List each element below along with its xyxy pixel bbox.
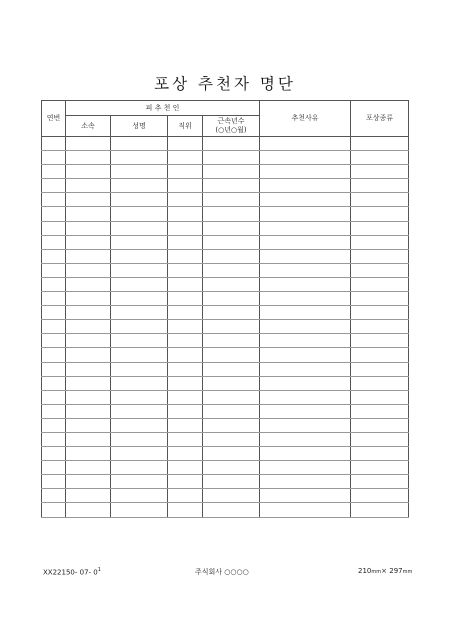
cell-dept[interactable] bbox=[66, 334, 111, 348]
cell-reason[interactable] bbox=[260, 306, 351, 320]
cell-name[interactable] bbox=[111, 221, 168, 235]
cell-service-years[interactable] bbox=[203, 193, 260, 207]
cell-dept[interactable] bbox=[66, 432, 111, 446]
cell-name[interactable] bbox=[111, 489, 168, 503]
cell-reason[interactable] bbox=[260, 221, 351, 235]
cell-no[interactable] bbox=[42, 207, 66, 221]
cell-position[interactable] bbox=[168, 207, 203, 221]
cell-dept[interactable] bbox=[66, 165, 111, 179]
cell-position[interactable] bbox=[168, 404, 203, 418]
table-row bbox=[42, 207, 409, 221]
cell-award-type[interactable] bbox=[351, 207, 409, 221]
cell-award-type[interactable] bbox=[351, 362, 409, 376]
table-row bbox=[42, 235, 409, 249]
table-row bbox=[42, 489, 409, 503]
cell-dept[interactable] bbox=[66, 179, 111, 193]
table-row bbox=[42, 151, 409, 165]
cell-reason[interactable] bbox=[260, 489, 351, 503]
cell-no[interactable] bbox=[42, 249, 66, 263]
cell-service-years[interactable] bbox=[203, 165, 260, 179]
cell-position[interactable] bbox=[168, 193, 203, 207]
cell-position[interactable] bbox=[168, 348, 203, 362]
cell-name[interactable] bbox=[111, 432, 168, 446]
cell-award-type[interactable] bbox=[351, 404, 409, 418]
cell-position[interactable] bbox=[168, 263, 203, 277]
cell-dept[interactable] bbox=[66, 137, 111, 151]
cell-dept[interactable] bbox=[66, 193, 111, 207]
cell-award-type[interactable] bbox=[351, 277, 409, 291]
cell-dept[interactable] bbox=[66, 390, 111, 404]
cell-name[interactable] bbox=[111, 179, 168, 193]
cell-position[interactable] bbox=[168, 503, 203, 517]
cell-reason[interactable] bbox=[260, 137, 351, 151]
table-row bbox=[42, 221, 409, 235]
cell-service-years[interactable] bbox=[203, 137, 260, 151]
cell-position[interactable] bbox=[168, 151, 203, 165]
cell-no[interactable] bbox=[42, 475, 66, 489]
cell-service-years[interactable] bbox=[203, 334, 260, 348]
cell-no[interactable] bbox=[42, 489, 66, 503]
cell-dept[interactable] bbox=[66, 461, 111, 475]
table-row bbox=[42, 432, 409, 446]
cell-name[interactable] bbox=[111, 320, 168, 334]
cell-position[interactable] bbox=[168, 461, 203, 475]
table-row bbox=[42, 418, 409, 432]
cell-no[interactable] bbox=[42, 447, 66, 461]
cell-name[interactable] bbox=[111, 137, 168, 151]
cell-service-years[interactable] bbox=[203, 151, 260, 165]
cell-award-type[interactable] bbox=[351, 151, 409, 165]
paper-unit-2: mm bbox=[402, 569, 413, 575]
cell-service-years[interactable] bbox=[203, 489, 260, 503]
page-title: 포상 추천자 명단 bbox=[154, 75, 296, 93]
cell-no[interactable] bbox=[42, 292, 66, 306]
cell-name[interactable] bbox=[111, 475, 168, 489]
cell-name[interactable] bbox=[111, 235, 168, 249]
cell-reason[interactable] bbox=[260, 376, 351, 390]
cell-position[interactable] bbox=[168, 277, 203, 291]
cell-service-years[interactable] bbox=[203, 348, 260, 362]
cell-position[interactable] bbox=[168, 292, 203, 306]
cell-position[interactable] bbox=[168, 334, 203, 348]
cell-no[interactable] bbox=[42, 165, 66, 179]
cell-award-type[interactable] bbox=[351, 461, 409, 475]
cell-award-type[interactable] bbox=[351, 334, 409, 348]
cell-reason[interactable] bbox=[260, 390, 351, 404]
cell-position[interactable] bbox=[168, 165, 203, 179]
cell-service-years[interactable] bbox=[203, 179, 260, 193]
cell-name[interactable] bbox=[111, 418, 168, 432]
header-dept: 소속 bbox=[66, 116, 111, 137]
cell-name[interactable] bbox=[111, 151, 168, 165]
cell-reason[interactable] bbox=[260, 461, 351, 475]
cell-name[interactable] bbox=[111, 447, 168, 461]
cell-dept[interactable] bbox=[66, 503, 111, 517]
cell-award-type[interactable] bbox=[351, 418, 409, 432]
cell-service-years[interactable] bbox=[203, 306, 260, 320]
table-row bbox=[42, 362, 409, 376]
table-row bbox=[42, 461, 409, 475]
form-code bbox=[43, 567, 101, 576]
cell-reason[interactable] bbox=[260, 165, 351, 179]
cell-service-years[interactable] bbox=[203, 263, 260, 277]
cell-no[interactable] bbox=[42, 306, 66, 320]
cell-dept[interactable] bbox=[66, 447, 111, 461]
cell-name[interactable] bbox=[111, 348, 168, 362]
cell-position[interactable] bbox=[168, 249, 203, 263]
cell-dept[interactable] bbox=[66, 221, 111, 235]
cell-dept[interactable] bbox=[66, 292, 111, 306]
cell-award-type[interactable] bbox=[351, 137, 409, 151]
cell-dept[interactable] bbox=[66, 235, 111, 249]
cell-service-years[interactable] bbox=[203, 418, 260, 432]
cell-award-type[interactable] bbox=[351, 193, 409, 207]
cell-service-years[interactable] bbox=[203, 503, 260, 517]
cell-service-years[interactable] bbox=[203, 249, 260, 263]
cell-award-type[interactable] bbox=[351, 179, 409, 193]
cell-position[interactable] bbox=[168, 376, 203, 390]
cell-award-type[interactable] bbox=[351, 306, 409, 320]
cell-award-type[interactable] bbox=[351, 320, 409, 334]
cell-position[interactable] bbox=[168, 137, 203, 151]
cell-no[interactable] bbox=[42, 320, 66, 334]
table-row bbox=[42, 263, 409, 277]
cell-service-years[interactable] bbox=[203, 221, 260, 235]
cell-service-years[interactable] bbox=[203, 235, 260, 249]
cell-position[interactable] bbox=[168, 235, 203, 249]
form-code-text: XX22150- 07- 0 bbox=[43, 568, 98, 577]
cell-name[interactable] bbox=[111, 404, 168, 418]
cell-no[interactable] bbox=[42, 137, 66, 151]
cell-dept[interactable] bbox=[66, 475, 111, 489]
cell-reason[interactable] bbox=[260, 475, 351, 489]
table-row bbox=[42, 306, 409, 320]
cell-dept[interactable] bbox=[66, 489, 111, 503]
cell-name[interactable] bbox=[111, 193, 168, 207]
cell-reason[interactable] bbox=[260, 404, 351, 418]
cell-name[interactable] bbox=[111, 249, 168, 263]
paper-width: 210 bbox=[358, 567, 372, 575]
cell-position[interactable] bbox=[168, 221, 203, 235]
table-row bbox=[42, 348, 409, 362]
cell-dept[interactable] bbox=[66, 404, 111, 418]
cell-position[interactable] bbox=[168, 320, 203, 334]
cell-award-type[interactable] bbox=[351, 489, 409, 503]
cell-reason[interactable] bbox=[260, 447, 351, 461]
cell-award-type[interactable] bbox=[351, 165, 409, 179]
cell-dept[interactable] bbox=[66, 263, 111, 277]
cell-service-years[interactable] bbox=[203, 376, 260, 390]
header-position: 직위 bbox=[168, 116, 203, 137]
cell-reason[interactable] bbox=[260, 263, 351, 277]
cell-no[interactable] bbox=[42, 503, 66, 517]
cell-name[interactable] bbox=[111, 292, 168, 306]
cell-reason[interactable] bbox=[260, 179, 351, 193]
cell-name[interactable] bbox=[111, 207, 168, 221]
cell-service-years[interactable] bbox=[203, 475, 260, 489]
table-row bbox=[42, 404, 409, 418]
cell-dept[interactable] bbox=[66, 376, 111, 390]
cell-no[interactable] bbox=[42, 277, 66, 291]
cell-award-type[interactable] bbox=[351, 390, 409, 404]
cell-reason[interactable] bbox=[260, 292, 351, 306]
table-row bbox=[42, 475, 409, 489]
header-no: 연번 bbox=[42, 101, 66, 137]
header-service-years-label: 근속년수 bbox=[217, 117, 245, 125]
cell-position[interactable] bbox=[168, 432, 203, 446]
cell-award-type[interactable] bbox=[351, 249, 409, 263]
cell-name[interactable] bbox=[111, 461, 168, 475]
cell-service-years[interactable] bbox=[203, 362, 260, 376]
cell-dept[interactable] bbox=[66, 306, 111, 320]
table-row bbox=[42, 137, 409, 151]
cell-service-years[interactable] bbox=[203, 432, 260, 446]
cell-dept[interactable] bbox=[66, 418, 111, 432]
cell-reason[interactable] bbox=[260, 503, 351, 517]
cell-position[interactable] bbox=[168, 362, 203, 376]
cell-no[interactable] bbox=[42, 221, 66, 235]
cell-position[interactable] bbox=[168, 418, 203, 432]
cell-reason[interactable] bbox=[260, 320, 351, 334]
cell-award-type[interactable] bbox=[351, 447, 409, 461]
header-award-type: 포상종류 bbox=[351, 101, 409, 137]
paper-times: × bbox=[381, 567, 387, 575]
cell-name[interactable] bbox=[111, 334, 168, 348]
cell-dept[interactable] bbox=[66, 207, 111, 221]
table-row bbox=[42, 447, 409, 461]
cell-no[interactable] bbox=[42, 193, 66, 207]
cell-name[interactable] bbox=[111, 306, 168, 320]
cell-no[interactable] bbox=[42, 334, 66, 348]
cell-service-years[interactable] bbox=[203, 390, 260, 404]
cell-no[interactable] bbox=[42, 263, 66, 277]
cell-reason[interactable] bbox=[260, 235, 351, 249]
cell-service-years[interactable] bbox=[203, 277, 260, 291]
cell-award-type[interactable] bbox=[351, 263, 409, 277]
cell-dept[interactable] bbox=[66, 362, 111, 376]
cell-no[interactable] bbox=[42, 348, 66, 362]
table-row bbox=[42, 193, 409, 207]
cell-reason[interactable] bbox=[260, 207, 351, 221]
table-row bbox=[42, 376, 409, 390]
table-row bbox=[42, 277, 409, 291]
cell-position[interactable] bbox=[168, 447, 203, 461]
cell-service-years[interactable] bbox=[203, 292, 260, 306]
form-code-sup: 1 bbox=[97, 567, 101, 573]
cell-award-type[interactable] bbox=[351, 432, 409, 446]
cell-dept[interactable] bbox=[66, 151, 111, 165]
cell-reason[interactable] bbox=[260, 277, 351, 291]
cell-no[interactable] bbox=[42, 461, 66, 475]
cell-award-type[interactable] bbox=[351, 376, 409, 390]
table-row bbox=[42, 179, 409, 193]
cell-award-type[interactable] bbox=[351, 475, 409, 489]
table-body bbox=[42, 137, 409, 518]
cell-reason[interactable] bbox=[260, 334, 351, 348]
cell-dept[interactable] bbox=[66, 348, 111, 362]
cell-reason[interactable] bbox=[260, 432, 351, 446]
cell-reason[interactable] bbox=[260, 193, 351, 207]
cell-award-type[interactable] bbox=[351, 348, 409, 362]
table-row bbox=[42, 334, 409, 348]
header-name: 성명 bbox=[111, 116, 168, 137]
paper-size bbox=[358, 567, 412, 575]
cell-service-years[interactable] bbox=[203, 320, 260, 334]
cell-dept[interactable] bbox=[66, 277, 111, 291]
cell-no[interactable] bbox=[42, 179, 66, 193]
nominee-table bbox=[41, 100, 409, 518]
company-name: 주식회사 ○○○○ bbox=[195, 568, 249, 576]
cell-award-type[interactable] bbox=[351, 292, 409, 306]
cell-no[interactable] bbox=[42, 362, 66, 376]
header-service-years-format: (○년○월) bbox=[215, 126, 247, 134]
cell-position[interactable] bbox=[168, 306, 203, 320]
table-row bbox=[42, 320, 409, 334]
cell-position[interactable] bbox=[168, 475, 203, 489]
cell-reason[interactable] bbox=[260, 362, 351, 376]
table-row bbox=[42, 390, 409, 404]
cell-position[interactable] bbox=[168, 489, 203, 503]
cell-reason[interactable] bbox=[260, 418, 351, 432]
cell-no[interactable] bbox=[42, 235, 66, 249]
cell-name[interactable] bbox=[111, 263, 168, 277]
table-row bbox=[42, 292, 409, 306]
cell-position[interactable] bbox=[168, 390, 203, 404]
paper-unit-1: mm bbox=[371, 569, 382, 575]
cell-no[interactable] bbox=[42, 390, 66, 404]
table-row bbox=[42, 165, 409, 179]
cell-award-type[interactable] bbox=[351, 221, 409, 235]
cell-name[interactable] bbox=[111, 165, 168, 179]
cell-reason[interactable] bbox=[260, 151, 351, 165]
cell-reason[interactable] bbox=[260, 249, 351, 263]
cell-name[interactable] bbox=[111, 277, 168, 291]
cell-no[interactable] bbox=[42, 418, 66, 432]
table-row bbox=[42, 249, 409, 263]
cell-name[interactable] bbox=[111, 362, 168, 376]
cell-award-type[interactable] bbox=[351, 503, 409, 517]
header-service-years bbox=[203, 116, 260, 137]
cell-no[interactable] bbox=[42, 432, 66, 446]
cell-service-years[interactable] bbox=[203, 404, 260, 418]
cell-reason[interactable] bbox=[260, 348, 351, 362]
cell-no[interactable] bbox=[42, 376, 66, 390]
cell-position[interactable] bbox=[168, 179, 203, 193]
cell-service-years[interactable] bbox=[203, 447, 260, 461]
paper-height: 297 bbox=[389, 567, 403, 575]
header-nominee-group: 피 추 천 인 bbox=[66, 101, 260, 116]
cell-dept[interactable] bbox=[66, 320, 111, 334]
table-row bbox=[42, 503, 409, 517]
cell-dept[interactable] bbox=[66, 249, 111, 263]
cell-name[interactable] bbox=[111, 376, 168, 390]
cell-award-type[interactable] bbox=[351, 235, 409, 249]
cell-name[interactable] bbox=[111, 503, 168, 517]
cell-no[interactable] bbox=[42, 151, 66, 165]
cell-name[interactable] bbox=[111, 390, 168, 404]
cell-no[interactable] bbox=[42, 404, 66, 418]
cell-service-years[interactable] bbox=[203, 207, 260, 221]
header-reason: 추천사유 bbox=[260, 101, 351, 137]
cell-service-years[interactable] bbox=[203, 461, 260, 475]
